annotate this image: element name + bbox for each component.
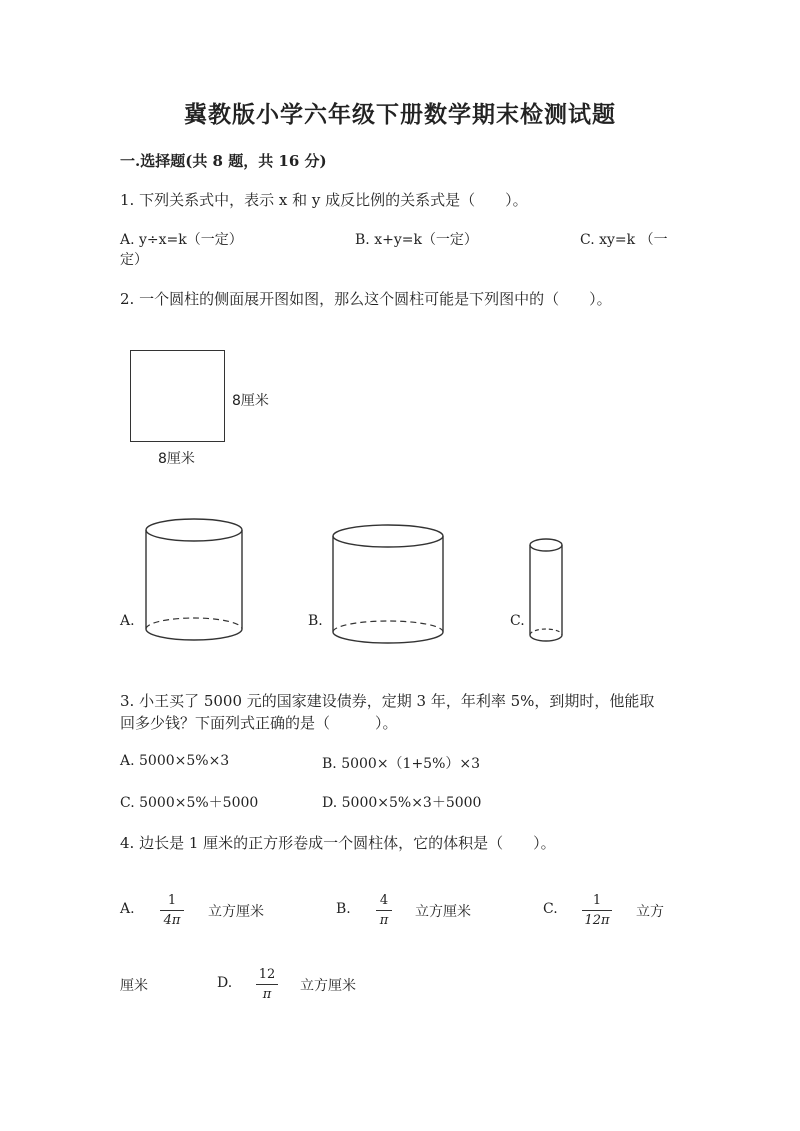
- q4-option-c-unit-continued: 厘米: [120, 978, 148, 994]
- q4-option-b-denominator: π: [379, 913, 389, 928]
- q4-option-d-denominator: π: [262, 987, 272, 1002]
- q4-option-d-unit: 立方厘米: [300, 978, 356, 994]
- q4-option-b-label: B.: [336, 901, 351, 917]
- q4-option-a-numerator: 1: [167, 893, 177, 908]
- q1-option-b: B. x+y=k（一定）: [355, 232, 478, 248]
- q1-option-c-continued: 定）: [120, 252, 148, 268]
- square-bottom-label: 8厘米: [158, 451, 195, 467]
- cylinder-b-figure: [332, 524, 447, 648]
- q4-option-c-label: C.: [543, 901, 558, 917]
- square-side-label: 8厘米: [232, 393, 269, 409]
- q4-option-b-numerator: 4: [379, 893, 389, 908]
- page-title: 冀教版小学六年级下册数学期末检测试题: [184, 101, 616, 128]
- q4-option-a-fraction: [160, 893, 184, 928]
- cylinder-c-figure: [529, 538, 567, 648]
- q3-option-d: D. 5000×5%×3＋5000: [322, 795, 482, 811]
- q1-stem: 1. 下列关系式中，表示 x 和 y 成反比例的关系式是（ ）。: [120, 191, 528, 209]
- q2-stem: 2. 一个圆柱的侧面展开图如图，那么这个圆柱可能是下列图中的（ ）。: [120, 290, 612, 308]
- q4-option-c-numerator: 1: [592, 893, 602, 908]
- q4-option-d-numerator: 12: [258, 967, 276, 982]
- q4-option-d-fraction: [256, 967, 278, 1002]
- q3-stem-line2: 回多少钱？下面列式正确的是（ ）。: [120, 714, 398, 732]
- q3-stem-line1: 3. 小王买了 5000 元的国家建设债券，定期 3 年，年利率 5%，到期时，他能取: [120, 692, 655, 710]
- q4-option-a-denominator: 4π: [163, 913, 181, 928]
- cylinder-a-figure: [145, 518, 245, 648]
- q1-option-a: A. y÷x=k（一定）: [120, 232, 243, 248]
- unrolled-square-figure: [130, 350, 225, 442]
- q4-option-c-fraction: [582, 893, 612, 928]
- q4-option-b-fraction: [376, 893, 392, 928]
- q3-option-b: B. 5000×（1+5%）×3: [322, 756, 481, 772]
- q4-option-c-denominator: 12π: [584, 913, 610, 928]
- q1-option-c: C. xy=k （一: [580, 232, 668, 248]
- q2-option-a: A.: [120, 613, 135, 629]
- q4-option-a-label: A.: [120, 901, 135, 917]
- q4-stem: 4. 边长是 1 厘米的正方形卷成一个圆柱体，它的体积是（ ）。: [120, 834, 556, 852]
- q4-option-d-label: D.: [217, 975, 233, 991]
- q4-option-a-unit: 立方厘米: [208, 904, 264, 920]
- section-heading: 一.选择题(共 8 题，共 16 分): [120, 152, 327, 170]
- q3-option-c: C. 5000×5%＋5000: [120, 795, 259, 811]
- q4-option-b-unit: 立方厘米: [415, 904, 471, 920]
- q2-option-c: C.: [510, 613, 525, 629]
- q4-option-c-unit: 立方: [636, 904, 664, 920]
- q3-option-a: A. 5000×5%×3: [120, 753, 230, 769]
- q2-option-b: B.: [308, 613, 323, 629]
